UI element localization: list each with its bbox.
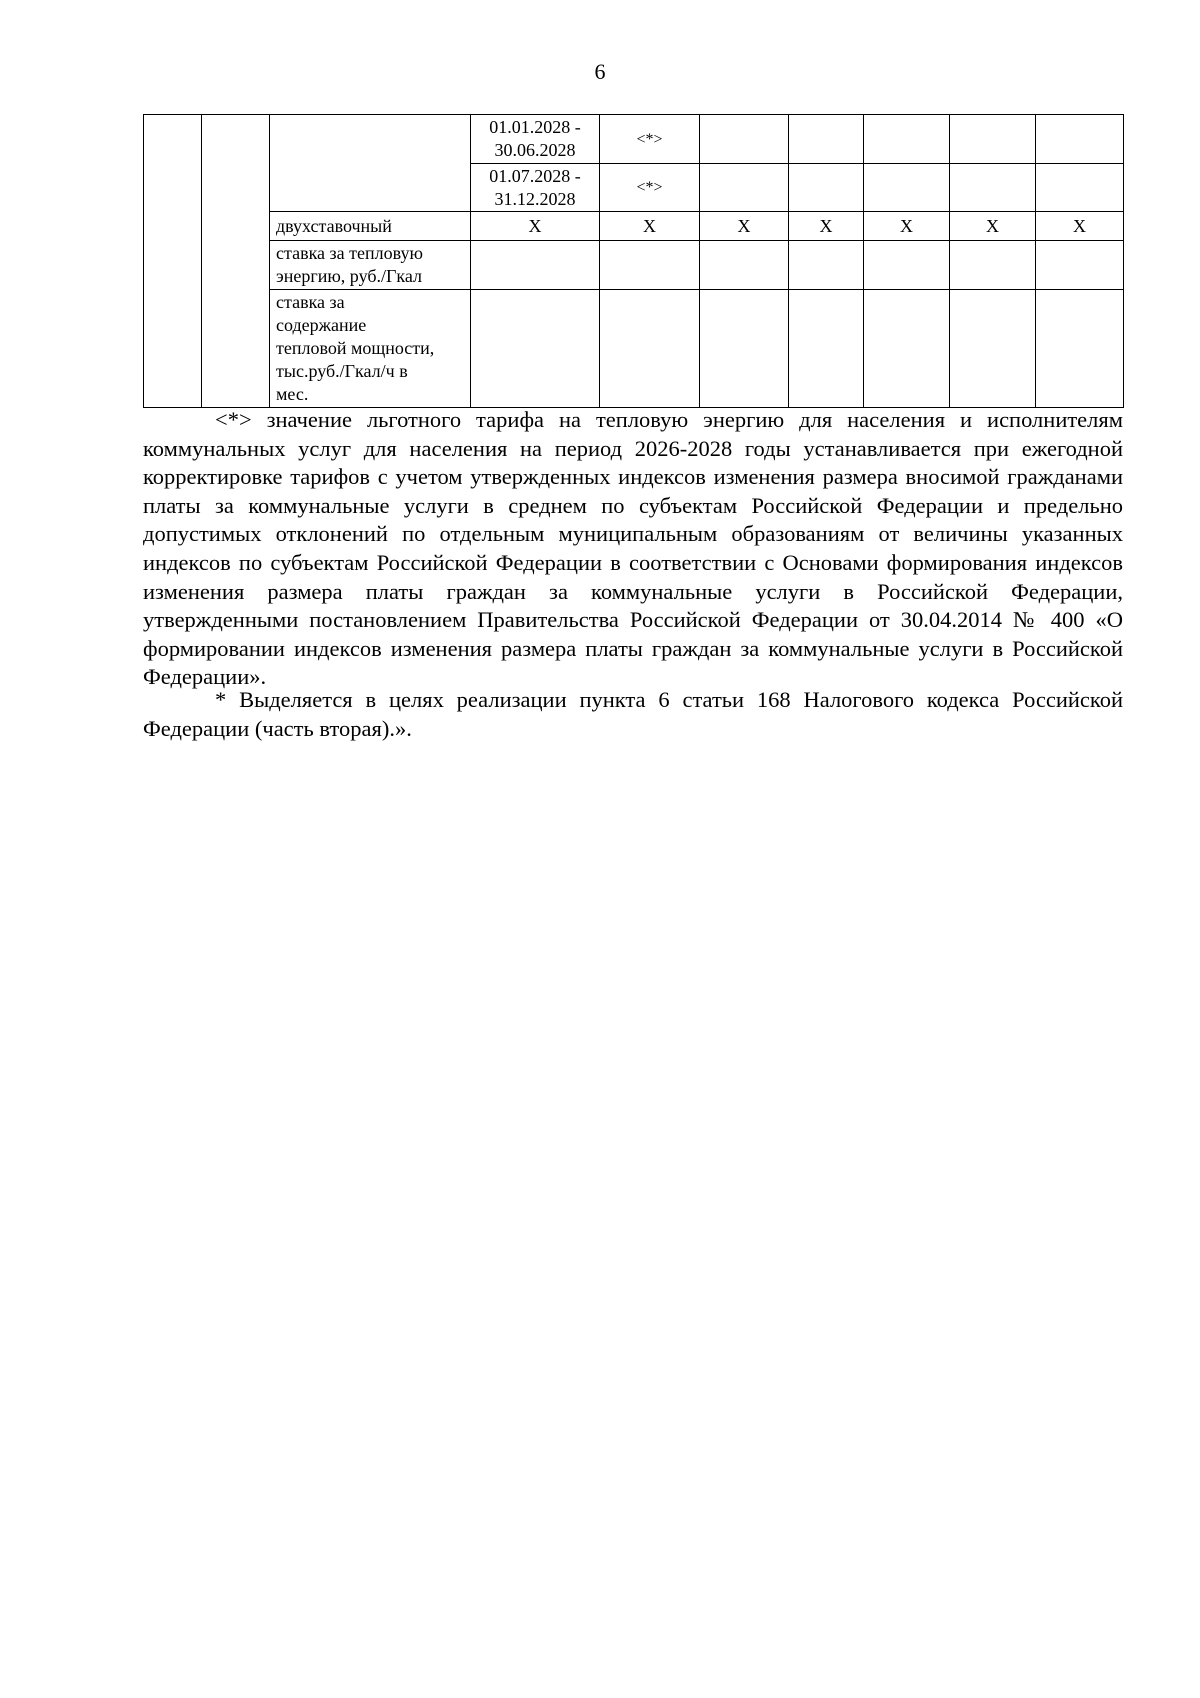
table-cell: [950, 290, 1036, 408]
table-cell: [864, 290, 950, 408]
table-cell: [789, 164, 864, 212]
two-rate-label: двухставочный: [270, 212, 471, 241]
table-cell: [950, 164, 1036, 212]
table-cell: [700, 290, 789, 408]
label-line: содержание: [276, 315, 367, 335]
na-mark: Х: [864, 212, 950, 241]
period-end: 31.12.2028: [494, 188, 576, 209]
period-start: 01.01.2028 -: [489, 117, 581, 137]
label-line: тепловой мощности,: [276, 338, 435, 358]
table-cell: [700, 115, 789, 164]
tariff-cell: <*>: [600, 164, 700, 212]
table-cell: [600, 241, 700, 290]
page-number: 6: [594, 59, 606, 84]
table-cell: [789, 115, 864, 164]
table-cell: [1036, 290, 1124, 408]
table-cell-group: [144, 115, 202, 408]
footnote-angle-star: <*> значение льготного тарифа на тепловую энергию для населения и исполнителям коммунальных услуг для населения на период 2026-2028 годы устанавливается при ежегодной корректировке тарифов с учетом утвержденных индексов изменения размера вносимой гражданами платы за коммунальные услуги в среднем по субъектам Российской Федерации и предельно допустимых отклонений по отдельным муниципальным образованиям от величины указанных индексов по субъектам Российской Федерации в соответствии с Основами формирования индексов изменения размера платы граждан за коммунальные услуги в Российской Федерации, утвержденными постановлением Правительства Российской Федерации от 30.04.2014 № 400 «О формировании индексов изменения размера платы граждан за коммунальные услуги в Российской Федерации».: [143, 407, 1123, 690]
table-cell: [700, 164, 789, 212]
period-end: 30.06.2028: [494, 140, 576, 160]
tariff-cell: <*>: [600, 115, 700, 164]
table-cell: [471, 241, 600, 290]
table-cell: [864, 115, 950, 164]
na-mark: Х: [700, 212, 789, 241]
label-line: ставка за: [276, 292, 345, 312]
table-cell: [789, 290, 864, 408]
table-row: [144, 212, 1124, 241]
table-cell: [950, 241, 1036, 290]
table-cell: [700, 241, 789, 290]
table-cell: [789, 241, 864, 290]
na-mark: Х: [789, 212, 864, 241]
table-cell: [950, 115, 1036, 164]
table-cell: [864, 164, 950, 212]
table-cell: [600, 290, 700, 408]
table-cell: [1036, 115, 1124, 164]
table-row: [144, 115, 1124, 164]
na-mark: Х: [471, 212, 600, 241]
table-cell: [1036, 241, 1124, 290]
table-cell: [1036, 164, 1124, 212]
period-start: 01.07.2028 -: [489, 165, 581, 186]
table-row: [144, 241, 1124, 290]
heat-energy-rate-label: [270, 241, 471, 290]
label-line: мес.: [276, 384, 309, 404]
label-line: тыс.руб./Гкал/ч в: [276, 361, 408, 381]
label-line: энергию, руб./Гкал: [276, 266, 423, 286]
label-line: ставка за тепловую: [276, 243, 423, 263]
table-cell-category: [270, 115, 471, 212]
capacity-rate-label: [270, 290, 471, 408]
period-cell: [471, 164, 600, 212]
na-mark: Х: [600, 212, 700, 241]
period-cell: [471, 115, 600, 164]
na-mark: Х: [1036, 212, 1124, 241]
footnote-star: * Выделяется в целях реализации пункта 6 статьи 168 Налогового кодекса Российской Федерации (часть вторая).».: [143, 687, 1123, 741]
table-row: [144, 290, 1124, 408]
na-mark: Х: [950, 212, 1036, 241]
table-cell: [471, 290, 600, 408]
tariff-table: [143, 114, 1124, 408]
table-cell-group: [202, 115, 270, 408]
table-cell: [864, 241, 950, 290]
